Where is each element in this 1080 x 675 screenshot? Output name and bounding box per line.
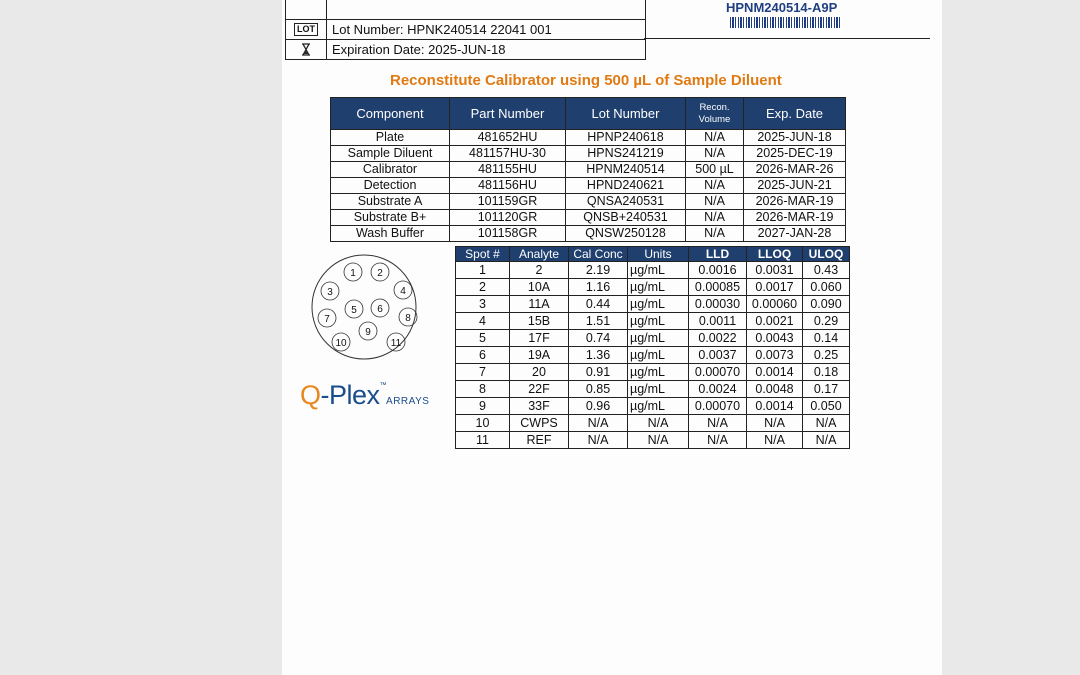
spot-label: 3 bbox=[327, 287, 333, 298]
spot-label: 7 bbox=[324, 314, 330, 325]
table-row bbox=[456, 279, 850, 296]
table-row bbox=[331, 178, 846, 194]
cell: 0.18 bbox=[803, 364, 850, 381]
barcode bbox=[730, 17, 842, 28]
cell: 2025-JUN-21 bbox=[744, 178, 846, 194]
spot-label: 8 bbox=[405, 313, 411, 324]
kit-info-box bbox=[285, 0, 646, 60]
cell: 0.0031 bbox=[747, 262, 803, 279]
analytes-table bbox=[455, 246, 850, 449]
cell: N/A bbox=[747, 432, 803, 449]
cell: 0.29 bbox=[803, 313, 850, 330]
spot-label: 5 bbox=[351, 305, 357, 316]
cell: 101120GR bbox=[450, 210, 566, 226]
components-header-row bbox=[331, 98, 846, 130]
spot-diagram bbox=[306, 253, 422, 361]
cell: N/A bbox=[803, 432, 850, 449]
cell: 10A bbox=[510, 279, 569, 296]
table-row bbox=[331, 130, 846, 146]
table-row bbox=[456, 364, 850, 381]
cell: N/A bbox=[628, 432, 689, 449]
cell: 2 bbox=[456, 279, 510, 296]
col-analyte: Analyte bbox=[510, 247, 569, 262]
cell: 19A bbox=[510, 347, 569, 364]
cell: 0.060 bbox=[803, 279, 850, 296]
cell: 2026-MAR-19 bbox=[744, 194, 846, 210]
cell: 0.00030 bbox=[689, 296, 747, 313]
cell: N/A bbox=[747, 415, 803, 432]
cell: N/A bbox=[569, 415, 628, 432]
cell: N/A bbox=[686, 178, 744, 194]
cell: N/A bbox=[686, 210, 744, 226]
cell: µg/mL bbox=[628, 398, 689, 415]
cell: QNSW250128 bbox=[566, 226, 686, 242]
table-row bbox=[456, 432, 850, 449]
cell: 0.17 bbox=[803, 381, 850, 398]
table-row bbox=[331, 194, 846, 210]
cell: 2 bbox=[510, 262, 569, 279]
cell: N/A bbox=[686, 194, 744, 210]
cell: 0.0017 bbox=[747, 279, 803, 296]
cell: N/A bbox=[689, 415, 747, 432]
cell: QNSB+240531 bbox=[566, 210, 686, 226]
cell: Substrate A bbox=[331, 194, 450, 210]
table-row bbox=[456, 398, 850, 415]
cell: 22F bbox=[510, 381, 569, 398]
spot-label: 10 bbox=[335, 338, 347, 349]
cell: 2026-MAR-26 bbox=[744, 162, 846, 178]
cell: 4 bbox=[456, 313, 510, 330]
col-uloq: ULOQ bbox=[803, 247, 850, 262]
spot-label: 1 bbox=[350, 268, 356, 279]
col-lloq: LLOQ bbox=[747, 247, 803, 262]
cell: HPNM240514 bbox=[566, 162, 686, 178]
cell: 481156HU bbox=[450, 178, 566, 194]
cell: 6 bbox=[456, 347, 510, 364]
cell: 500 µL bbox=[686, 162, 744, 178]
col-lot-number: Lot Number bbox=[566, 98, 686, 130]
cell: HPNP240618 bbox=[566, 130, 686, 146]
cell: 5 bbox=[456, 330, 510, 347]
cell: 0.0048 bbox=[747, 381, 803, 398]
cell: 3 bbox=[456, 296, 510, 313]
cell: 0.00085 bbox=[689, 279, 747, 296]
table-row bbox=[456, 330, 850, 347]
cell: µg/mL bbox=[628, 381, 689, 398]
cell: 8 bbox=[456, 381, 510, 398]
cell: N/A bbox=[686, 146, 744, 162]
cell: N/A bbox=[686, 130, 744, 146]
lot-number-row bbox=[286, 19, 645, 39]
hourglass-icon bbox=[300, 43, 312, 56]
cell: 0.91 bbox=[569, 364, 628, 381]
cell: µg/mL bbox=[628, 347, 689, 364]
spot-label: 2 bbox=[377, 268, 383, 279]
cell: 0.0043 bbox=[747, 330, 803, 347]
cell: 2025-JUN-18 bbox=[744, 130, 846, 146]
spot-label: 9 bbox=[365, 327, 371, 338]
cell: 0.0037 bbox=[689, 347, 747, 364]
cell: µg/mL bbox=[628, 296, 689, 313]
cell: N/A bbox=[686, 226, 744, 242]
cell: 0.0021 bbox=[747, 313, 803, 330]
cell: 0.14 bbox=[803, 330, 850, 347]
cell: Detection bbox=[331, 178, 450, 194]
cell: 1.16 bbox=[569, 279, 628, 296]
cell: 2027-JAN-28 bbox=[744, 226, 846, 242]
cell: 0.0016 bbox=[689, 262, 747, 279]
cell: 0.0024 bbox=[689, 381, 747, 398]
components-table bbox=[330, 97, 846, 242]
cell: 0.050 bbox=[803, 398, 850, 415]
cell: 481652HU bbox=[450, 130, 566, 146]
cell: 0.44 bbox=[569, 296, 628, 313]
cell: µg/mL bbox=[628, 262, 689, 279]
table-row bbox=[331, 162, 846, 178]
cell: 0.0073 bbox=[747, 347, 803, 364]
table-row bbox=[456, 262, 850, 279]
cell: 0.85 bbox=[569, 381, 628, 398]
cell: 2.19 bbox=[569, 262, 628, 279]
lot-icon: LOT bbox=[294, 23, 318, 36]
cell: µg/mL bbox=[628, 313, 689, 330]
expiration-date: Expiration Date: 2025-JUN-18 bbox=[332, 42, 506, 57]
cell: 10 bbox=[456, 415, 510, 432]
table-row bbox=[456, 347, 850, 364]
cell: µg/mL bbox=[628, 364, 689, 381]
cell: Substrate B+ bbox=[331, 210, 450, 226]
cell: 2025-DEC-19 bbox=[744, 146, 846, 162]
spot-label: 4 bbox=[400, 286, 406, 297]
cell: 0.74 bbox=[569, 330, 628, 347]
cell: 481157HU-30 bbox=[450, 146, 566, 162]
cell: 0.0014 bbox=[747, 364, 803, 381]
cell: 1.51 bbox=[569, 313, 628, 330]
cell: 7 bbox=[456, 364, 510, 381]
cell: CWPS bbox=[510, 415, 569, 432]
cell: 0.0022 bbox=[689, 330, 747, 347]
cell: N/A bbox=[803, 415, 850, 432]
cell: Calibrator bbox=[331, 162, 450, 178]
col-cal-conc: Cal Conc bbox=[569, 247, 628, 262]
cell: HPND240621 bbox=[566, 178, 686, 194]
table-row bbox=[456, 313, 850, 330]
expiration-row bbox=[286, 39, 645, 59]
header-top-row bbox=[286, 0, 645, 19]
table-row bbox=[456, 381, 850, 398]
cell: Plate bbox=[331, 130, 450, 146]
cell: N/A bbox=[569, 432, 628, 449]
cell: 11A bbox=[510, 296, 569, 313]
cell: 17F bbox=[510, 330, 569, 347]
cell: REF bbox=[510, 432, 569, 449]
cell: 1 bbox=[456, 262, 510, 279]
cell: N/A bbox=[628, 415, 689, 432]
cell: 0.0014 bbox=[747, 398, 803, 415]
table-row bbox=[331, 226, 846, 242]
col-exp-date: Exp. Date bbox=[744, 98, 846, 130]
cell: 0.96 bbox=[569, 398, 628, 415]
cell: µg/mL bbox=[628, 330, 689, 347]
lot-number: Lot Number: HPNK240514 22041 001 bbox=[332, 22, 552, 37]
col-spot: Spot # bbox=[456, 247, 510, 262]
col-units: Units bbox=[628, 247, 689, 262]
cell: µg/mL bbox=[628, 279, 689, 296]
table-row bbox=[456, 415, 850, 432]
cell: 0.00070 bbox=[689, 398, 747, 415]
cell: 9 bbox=[456, 398, 510, 415]
cell: 0.0011 bbox=[689, 313, 747, 330]
reconstitution-heading: Reconstitute Calibrator using 500 µL of Sample Diluent bbox=[390, 72, 782, 89]
cell: 0.00070 bbox=[689, 364, 747, 381]
cell: 33F bbox=[510, 398, 569, 415]
cell: 0.43 bbox=[803, 262, 850, 279]
col-recon-volume: Recon. Volume bbox=[686, 98, 744, 130]
cell: 0.00060 bbox=[747, 296, 803, 313]
table-row bbox=[456, 296, 850, 313]
cell: QNSA240531 bbox=[566, 194, 686, 210]
cell: 1.36 bbox=[569, 347, 628, 364]
col-component: Component bbox=[331, 98, 450, 130]
cell: 15B bbox=[510, 313, 569, 330]
cell: 101159GR bbox=[450, 194, 566, 210]
cell: 481155HU bbox=[450, 162, 566, 178]
col-lld: LLD bbox=[689, 247, 747, 262]
table-row bbox=[331, 210, 846, 226]
cell: HPNS241219 bbox=[566, 146, 686, 162]
col-part-number: Part Number bbox=[450, 98, 566, 130]
cell: 20 bbox=[510, 364, 569, 381]
analytes-header-row bbox=[456, 247, 850, 262]
cell: 11 bbox=[456, 432, 510, 449]
cell: 101158GR bbox=[450, 226, 566, 242]
cell: Sample Diluent bbox=[331, 146, 450, 162]
cell: Wash Buffer bbox=[331, 226, 450, 242]
cell: 2026-MAR-19 bbox=[744, 210, 846, 226]
spot-label: 6 bbox=[377, 304, 383, 315]
q-plex-logo: Q-Plex™ARRAYS bbox=[300, 380, 430, 410]
spot-label: 11 bbox=[390, 338, 402, 349]
cell: 0.25 bbox=[803, 347, 850, 364]
cell: 0.090 bbox=[803, 296, 850, 313]
table-row bbox=[331, 146, 846, 162]
cell: N/A bbox=[689, 432, 747, 449]
kit-id: HPNM240514-A9P bbox=[726, 0, 838, 15]
